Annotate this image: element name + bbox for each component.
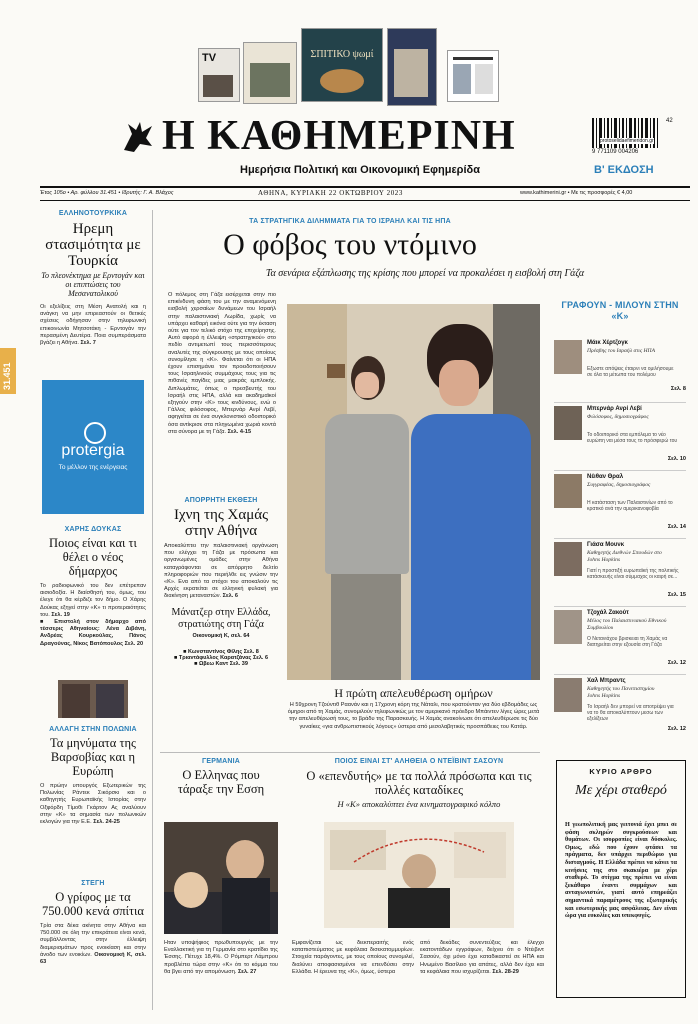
hamas-title[interactable]: Ιχνη της Χαμάς στην Αθήνα [173, 507, 269, 539]
writer-herzog-name: Μάικ Χέρτζογκ [587, 340, 628, 346]
writer-mounk-page: Σελ. 15 [667, 592, 686, 598]
owl-logo-icon [118, 116, 158, 156]
turkey-kicker: ΕΛΛΗΝΟΤΟΥΡΚΙΚΑ [58, 210, 128, 217]
masthead-rule-top [40, 186, 690, 188]
issue-number-text: 31.451 [2, 362, 12, 390]
writer-brands-quote: Το Ισραήλ δεν μπορεί να αποτρέψει για να το θα αποκαλύπτουν μεσω των εξελίξεων [587, 704, 674, 722]
housing-title[interactable]: Ο γρίφος με τα 750.000 κενά σπίτια [42, 890, 144, 918]
promo-tv-thumb[interactable] [198, 48, 240, 102]
turkey-subtitle: Το πλεονέκτημα με Ερντογάν και οι επιπτώσεις του Μεσανατολικού [41, 271, 145, 298]
writer-zaqout-role: Μέλος του Παλαιστινιακού Εθνικού Συμβουλίου [587, 618, 667, 631]
writer-zaqout-photo [554, 610, 582, 644]
photo-caption-title[interactable]: Η πρώτη απελευθέρωση ομήρων [334, 686, 493, 700]
doukas-title[interactable]: Ποιος είναι και τι θέλει ο νέος δήμαρχος [49, 536, 137, 578]
issue-number-tab [0, 348, 16, 394]
lower-section-rule [160, 752, 540, 753]
lead-title[interactable]: Ο φόβος του ντόμινο [223, 228, 477, 261]
writers-heading: ΓΡΑΦΟΥΝ - ΜΙΛΟΥΝ ΣΤΗΝ «Κ» [561, 300, 679, 321]
housing-body: Τρία στα δέκα ακίνητα στην Αθήνα και 750.000 σε όλη την επικράτεια είναι κενά, συμβάλλοντας στην έλλειψη διαμερισμάτων προς ενοικίαση και στην άνοδο των ενοικίων. Οικονομική Κ, σελ. 63 [40, 923, 147, 966]
germany-title[interactable]: Ο Ελληνας που τάραξε την Εσση [177, 768, 265, 796]
writer-thrall[interactable] [554, 474, 686, 539]
writer-mounk-role: Καθηγητής Διεθνών Σπουδών στο Johns Hopkins [587, 550, 662, 563]
dateline-right: www.kathimerini.gr • Με τις προσφορές € 4,00 [520, 190, 633, 196]
barcode-site: protoselidaefimeridon.gr [600, 138, 654, 144]
hamas-kicker: ΑΠΟΡΡΗΤΗ ΕΚΘΕΣΗ [184, 497, 258, 504]
writers-column [554, 300, 686, 740]
writer-brands-name: Χαλ Μπραντς [587, 678, 626, 684]
writer-levy-role: Φιλόσοφος, δημοσιογράφος [587, 414, 649, 420]
housing-kicker: ΣΤΕΓΗ [81, 880, 105, 887]
promo-book-title: ΣΠΙΤΙΚΟ ψωμί [310, 49, 374, 60]
writer-brands-page: Σελ. 12 [667, 726, 686, 732]
writer-herzog-page: Σελ. 8 [670, 386, 686, 392]
writer-zaqout[interactable] [554, 610, 686, 675]
hamas-block [164, 497, 278, 667]
turkey-body: Οι εξελίξεις στη Μέση Ανατολή και η ανάγκη να μην επιρεαστούν οι θετικές σχέσεις οδήγησαν στην τηλεφωνική επικοινωνία Μητσοτάκη - Ερντογάν την περασμένη Δευτέρα. Ποια συμπεράσματα βγάζει η Αθήνα. Σελ. 7 [40, 304, 146, 347]
writer-zaqout-name: Τζοχάλ Ζακούτ [587, 610, 629, 616]
writer-mounk-quote: Γιατί η προστιξή ευρωπαϊκή της πολιτικής κατάσκευής είναι σύμμαχος οι καιρή σε... [587, 568, 679, 580]
editorial-kicker: ΚΥΡΙΟ ΑΡΘΡΟ [589, 767, 653, 776]
hamas-ref-1[interactable]: ■ Κωνσταντίνος Φίλης Σελ. 8 [183, 648, 259, 655]
poland-kicker: ΑΛΛΑΓΗ ΣΤΗΝ ΠΟΛΩΝΙΑ [49, 726, 137, 733]
lead-kicker: ΤΑ ΣΤΡΑΤΗΓΙΚΑ ΔΙΛΗΜΜΑΤΑ ΓΙΑ ΤΟ ΙΣΡΑΗΛ ΚΑΙ ΤΙΣ ΗΠΑ [249, 218, 451, 225]
doukas-kicker: ΧΑΡΗΣ ΔΟΥΚΑΣ [64, 526, 122, 533]
writer-mounk-photo [554, 542, 582, 576]
germany-kicker: ΓΕΡΜΑΝΙΑ [201, 758, 241, 765]
hamas-market-title[interactable]: Μάνατζερ στην Ελλάδα, στρατιώτης στη Γάζα [171, 606, 271, 630]
writer-thrall-page: Σελ. 14 [667, 524, 686, 530]
protergia-brand: protergia [61, 442, 125, 459]
germany-photo [164, 822, 278, 934]
writer-herzog[interactable] [554, 340, 686, 403]
sassoon-illustration [324, 822, 514, 928]
turkey-title[interactable]: Ηρεμη στασιμότητα με Τουρκία [45, 221, 141, 269]
editorial-box [556, 760, 686, 998]
masthead-rule-bottom [40, 200, 690, 201]
left-column [40, 210, 146, 1010]
barcode-code: 42 [666, 118, 673, 124]
writer-herzog-role: Πρέσβης του Ισραήλ στις ΗΠΑ [587, 348, 655, 354]
girl-figure [317, 344, 417, 680]
dateline-left: Έτος 105ο • Αρ. φύλλου 31.451 • Ιδρυτής: Γ. Α. Βλάχος [40, 190, 174, 196]
masthead [0, 112, 698, 187]
writer-brands-photo [554, 678, 582, 712]
editorial-body: Η γεωπολιτική μας γειτονιά έχει μπει σε φάση σκληρών συγκρούσεων και θυμάτων. Οι ισορροπίες είναι δύσκολες. Ομως, εδώ που έχουν φτάσει τα πράγματα, δεν υπάρχει περιθώριο για δισταγμούς. Η Ελλάδα πρέπει να κάνει τα κινήσεις της στο σκακιέρα με χέρι σταθερό. Το στίγμα της πρέπει να είναι ξεκάθαρο έναντι συμμάχων και ανταγωνιστών, γιατί αυτό επηρεάζει σημαντικά παραμέτρους της εξωτερικής και εσωτερικής μας ασφάλειας. Δεν είναι ώρα για ευκολίες και υπεκφυγές. [565, 821, 677, 920]
writer-mounk[interactable] [554, 542, 686, 607]
writer-thrall-name: Νέιθαν Θραλ [587, 474, 624, 480]
barcode [592, 118, 682, 158]
dateline-center: ΑΘΗΝΑ, ΚΥΡΙΑΚΗ 22 ΟΚΤΩΒΡΙΟΥ 2023 [258, 189, 403, 197]
barcode-number: 9 771109 004206 [592, 149, 639, 155]
promo-magazine-thumb[interactable] [243, 42, 297, 104]
writer-levy[interactable] [554, 406, 686, 471]
writer-herzog-quote: Εξωστε απόψεις έταιρνι να ομιλήσουμε σε όλα τα μέτωπα του πολέμου [587, 366, 674, 378]
writer-brands-role: Καθηγητής του Πανεπιστημίου Johns Hopkins [587, 686, 655, 699]
poland-body: Ο πρώην υπουργός Εξωτερικών της Πολωνίας Ράντεκ Σικόρσκι και ο καθηγητής Ευρωπαϊκής Ιστορίας στην Οξφόρδη Τίμοθι Γκάρτον Ας αναλύουν στην «Κ» τα σημασία των πολωνικών εκλογών για την Ε.Ε. Σελ. 24-25 [40, 783, 146, 826]
writer-herzog-photo [554, 340, 582, 374]
hamas-ref-2[interactable]: ■ Τριαντάφυλλος Καρατζάνας Σελ. 6 [173, 654, 269, 661]
protergia-ad[interactable] [42, 380, 144, 514]
writer-levy-photo [554, 406, 582, 440]
hamas-body: Αποκαλύπτει την παλαιστινιακή οργάνωση που ελέγχει τη Γάζα με πρόσωπα και οργανωμένες ομάδες στην Αθήνα καταγράφονται σε απόρρητο δελτίο πληροφοριών που περιήλθε εις γνώσιν την «Κ». Ενα από τα στόχοι του αποκαλούν τις Αρχές εκρατείται σε ελληνική φυλακή για διακίνηση μεταναστών. Σελ. 6 [164, 543, 278, 600]
germany-block [164, 758, 278, 796]
woman-figure [405, 324, 535, 680]
promo-tv-label: TV [202, 52, 217, 64]
writer-thrall-quote: Η κατάσταση των Παλαιστινίων από το κρατικό ανά την αμερικανοφοβία [587, 500, 673, 512]
writer-levy-name: Μπερνάρ Ανρί Λεβί [587, 406, 642, 412]
poland-photo [58, 680, 128, 718]
promo-strip [195, 28, 505, 108]
promo-history-thumb[interactable] [387, 28, 437, 106]
writer-levy-quote: Το οδοιπορικό στα εμπόλεμα το νέο ευρώπη ναι μέσα τους το πρόσφερώ του [587, 432, 678, 444]
lead-subtitle: Τα σενάρια εξάπλωσης της κρίσης που μπορεί να προκαλέσει η εισβολή στη Γάζα [265, 268, 585, 279]
writer-thrall-role: Συγγραφέας, δημοσιογράφος [587, 482, 651, 488]
sassoon-body-1: Εμφανίζεται ως διεκπεραιτής ενός καταπιστεύματος με κεφάλαια δισεκατομμυρίων. Στοιχεία παράγοντες, με τους οποίους συνομιλεί, διαλύνει αποφασισμένοι να επενδύσει στην Ελλάδα. Η έρευνα της «Κ», όμως, ύστερα [292, 940, 414, 975]
writer-zaqout-page: Σελ. 12 [667, 660, 686, 666]
promo-book-thumb[interactable] [301, 28, 383, 102]
writer-levy-page: Σελ. 10 [667, 456, 686, 462]
protergia-tagline: Το μέλλον της ενέργειας [58, 464, 128, 471]
newspaper-name[interactable]: Η ΚΑΘΗΜΕΡΙΝΗ [162, 113, 516, 159]
left-column-divider [152, 210, 153, 1010]
sassoon-kicker: ΠΟΙΟΣ ΕΙΝΑΙ ΣΤ' ΑΛΗΘΕΙΑ Ο ΝΤΕΪΒΙΝΤ ΣΑΣΟΥΝ [334, 758, 504, 765]
writer-mounk-name: Γιάσα Μουνκ [587, 542, 625, 548]
germany-body: Ηταν υποψήφιος πρωθυπουργός με την Εναλλακτική για τη Γερμανία στο κρατίδιο της Έσσης. Πέτυχε 18,4%. Ο Ρόμπερτ Λάμπρου προβλέπει τώρα στην «Κ» ότι το κόμμα του θα βγει από την απομόνωση. Σελ. 27 [164, 940, 278, 975]
newspaper-subtitle: Ημερήσια Πολιτική και Οικονομική Εφημερίδα [240, 164, 480, 176]
promo-newspaper-thumb[interactable] [447, 50, 499, 102]
hostages-photo [287, 304, 540, 680]
writer-brands[interactable] [554, 678, 686, 738]
doukas-body: Το ραδιοφωνικό του δεν επέτρεπαν αισιοδοξία. Η διαίσθησή του, όμως, του έλεγε ότι θα κέρδιζε τον δήμο. Ο Χάρης Δούκας εξηγεί στην «Κ» τι προτεραιότητες του. Σελ. 19 ■ Επιστολή στον δήμαρχο από τέσσερις Αθηναίους: Λένα Διβάνη, Ανδρέας Κουρκούλας, Πάνος Δραγούνας, Νίκος Βατόπουλος Σελ. 20 [40, 583, 146, 647]
lead-body: Ο πόλεμος στη Γάζα εισέρχεται στην πιο επικίνδυνη φάση του με την αναμενόμενη εισβολή χερσαίων δυνάμεων του Ισραήλ στην παλαιστινιακή Λωρίδα, χωρίς να υπάρχει καθαρή εικόνα ούτε για την έκταση ούτε για τον τελικό στόχο της επιχείρησης. Αυτό αφορά η έλλειψη «στρατηγικού» στο πεδίο αντιμετωπί τους περισσότερους αναλυτές της σύγκρουσης με τους οποίους συνομίλησε η «Κ». Φαίνεται ότι οι ΗΠΑ έχουν επισημάνει τον προειδοποιήσουν τους Ισραηλινούς συμμάχους τους για τις πιθανές παγίδες μιας μακράς εμπλοκής. Διπλωμάτες, όπως ο πρεσβευτής του Ισραήλ στις ΗΠΑ, αλλά και ακαδημαϊκοί εξηγούν στην «Κ» τους κινδύνους, ενώ ο Γάλλος φιλόσοφος, Μπερνάρ Ανρί Λεβί, αφηγείται σε ένα συγκλονιστικό οδοιπορικό όσα αντίκρισε στα πληγωμένα χωριά κοντά στα σύνορα με τη Γάζα. Σελ. 4-15 [168, 292, 276, 435]
writer-thrall-photo [554, 474, 582, 508]
hamas-market-page: Οικονομική Κ, σελ. 64 [192, 632, 250, 639]
writer-zaqout-quote: Ο Νετανιάχου βρισκειαι τη Χαμάς να διατηρείται στην εξουσία στη Γάζα [587, 636, 668, 648]
edition-label: Β' ΕΚΔΟΣΗ [594, 164, 654, 176]
poland-title[interactable]: Τα μηνύματα της Βαρσοβίας και η Ευρώπη [50, 736, 136, 778]
sassoon-subtitle: Η «Κ» αποκαλύπτει ένα κινηματογραφικό κόλπο [337, 799, 501, 809]
sassoon-body-2: από δεκάδες συνεντεύξεις και έλεγχο εκατοντάδων εγγράφων, δείχνει ότι ο Ντέιβιντ Σασούν, όχι μόνο έχει καταδικαστεί σε ΗΠΑ και Ηνωμένο Βασίλειο για απάτες, αλλά δεν έχει και τα κεφάλαια που ισχυρίζεται. Σελ. 28-29 [420, 940, 544, 975]
sassoon-title[interactable]: Ο «επενδυτής» με τα πολλά πρόσωπα και τις πολλές καταδίκες [306, 769, 532, 797]
sassoon-block [292, 758, 546, 809]
photo-caption-body: Η 59χρονη Τζούντιθ Ραανάν και η 17χρονη κόρη της Νάταλι, που κρατούνταν για δύο εβδομάδες ως όμηροι από τη Χαμάς, συνομιλούν τηλεφωνικώς με τον αμερικανό πρόεδρο Μπάιντεν λίγες ώρες μετά την απελευθέρωσή τους, το βράδυ της Παρασκευής. Η Χαμάς ανακοίνωσε ότι απελευθέρωσε τις δύο γυναίκες «για ανθρωπιστικούς λόγους» ύστερα από μεσολαβητικές προσπάθειες του Κατάρ. [287, 702, 540, 730]
editorial-title[interactable]: Με χέρι σταθερό [575, 783, 667, 798]
protergia-logo-icon [84, 422, 106, 444]
hamas-ref-3[interactable]: ■ Ωβεω Καντ Σελ. 39 [194, 660, 248, 667]
